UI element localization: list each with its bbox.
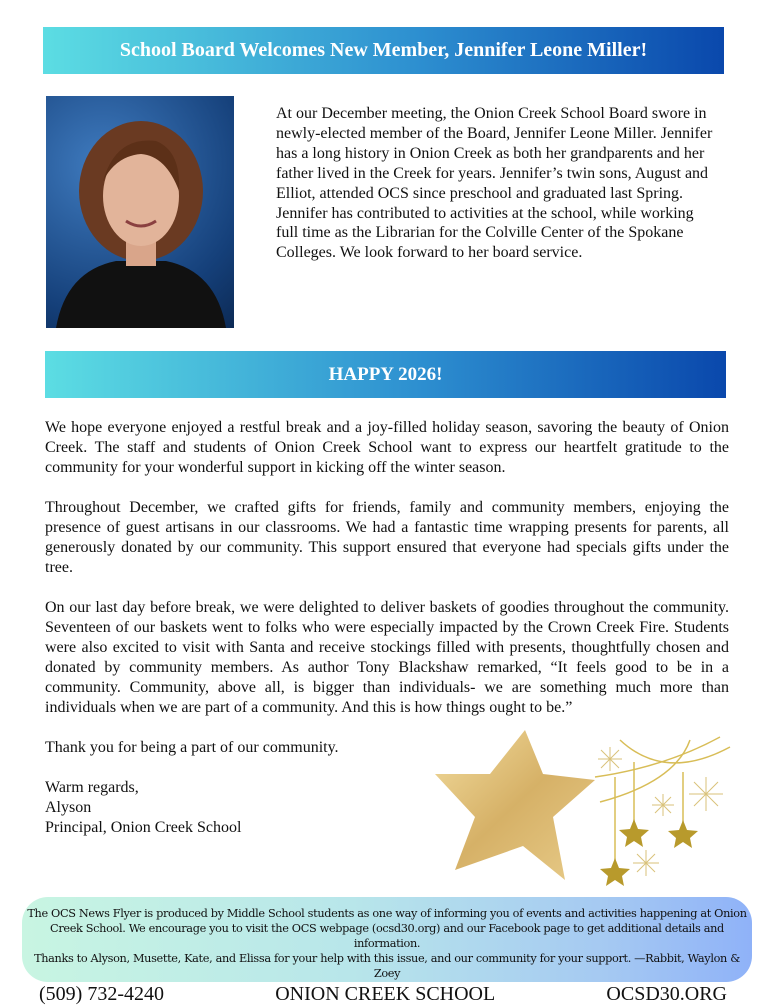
closing: Warm regards,	[45, 779, 139, 796]
signature-name: Alyson	[45, 799, 92, 816]
newsletter-footer	[22, 897, 752, 1005]
footer-credits: The OCS News Flyer is produced by Middle School students as one way of informing you of events and activities happening at Onion Creek School. We encourage you to visit the OCS webpage (ocsd30.org) and our Facebook page to get additional details and information.	[27, 907, 747, 950]
sparkle-icon	[652, 794, 674, 816]
phone-number: (509) 732-4240	[39, 983, 164, 1005]
hanging-star-icon	[619, 819, 649, 847]
large-star-icon	[435, 730, 595, 880]
signature-role: Principal, Onion Creek School	[45, 819, 242, 836]
footer-thanks: Thanks to Alyson, Musette, Kate, and Elissa for your help with this issue, and our community for your support. —Rabbit, Waylon & Zoey	[34, 952, 740, 980]
happy-new-year-banner	[45, 351, 726, 398]
hanging-star-icon	[600, 858, 630, 886]
banner-title: HAPPY 2026!	[328, 363, 443, 385]
banner-title: School Board Welcomes New Member, Jennifer Leone Miller!	[119, 39, 648, 61]
jennifer-portrait-photo	[46, 96, 234, 328]
new-member-paragraph: At our December meeting, the Onion Creek School Board swore in newly-elected member of the Board, Jennifer Leone Miller. Jennifer has a long history in Onion Creek as both her grandparents and her father lived in the Creek for years. Jennifer’s twin sons, August and Elliot, attended OCS since preschool and graduated last Spring. Jennifer has contributed to activities at the school, while working full time as the Librarian for the Colville Center of the Spokane Colleges. We look forward to her board service.	[276, 105, 713, 262]
sparkle-icon	[689, 777, 723, 811]
website-link[interactable]: OCSD30.ORG	[606, 983, 727, 1005]
board-member-banner	[43, 27, 724, 74]
sparkle-icon	[598, 747, 622, 771]
paragraph: We hope everyone enjoyed a restful break and a joy-filled holiday season, savoring the beauty of Onion Creek. The staff and students of Onion Creek School want to express our heartfelt gratitude to the community for your wonderful support in kicking off the winter season.	[45, 419, 729, 476]
paragraph: On our last day before break, we were delighted to deliver baskets of goodies throughout the community. Seventeen of our baskets went to folks who were especially impacted by the Crown Creek Fire. Students were also excited to visit with Santa and receive stockings filled with presents, thoughtfully chosen and donated by community members. As author Tony Blackshaw remarked, “It feels good to be in a community. Community, above all, is bigger than individuals- we are something much more than individuals when we are part of a community. And this is how things ought to be.”	[45, 599, 729, 716]
gold-stars-decoration	[425, 722, 735, 887]
paragraph: Throughout December, we crafted gifts for friends, family and community members, enjoying the presence of guest artisans in our classrooms. We had a fantastic time wrapping presents for parents, all generously donated by our community. This support ensured that everyone had specials gifts under the tree.	[45, 499, 729, 576]
hanging-star-icon	[668, 820, 698, 848]
school-name: ONION CREEK SCHOOL	[275, 983, 496, 1005]
sparkle-icon	[633, 850, 659, 876]
paragraph: Thank you for being a part of our community.	[45, 739, 339, 756]
